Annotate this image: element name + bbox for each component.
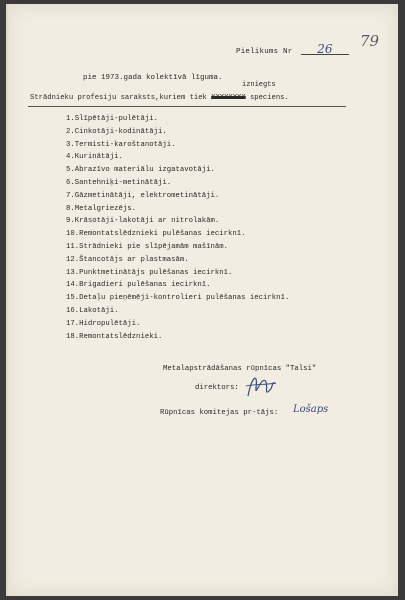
struck-word: XXXXXXXX	[211, 94, 246, 102]
document-page	[6, 4, 398, 596]
list-item: 7.Gāzmetinātāji, elektrometinātāji.	[66, 191, 220, 200]
list-item: 3.Termisti-karoštanotāji.	[66, 140, 176, 149]
intro-line-2-before: Strādnieku profesiju saraksts,kuriem tiek	[30, 94, 212, 102]
list-item: 17.Hidropulētāji.	[66, 319, 141, 328]
director-label: direktors:	[195, 384, 239, 392]
intro-underline	[28, 106, 346, 107]
director-signature	[242, 368, 278, 404]
list-item: 1.Slīpētāji-pulētāji.	[66, 115, 158, 123]
list-item: 4.Kurinātāji.	[66, 153, 123, 162]
list-item: 8.Metalgriezējs.	[66, 204, 137, 213]
list-item: 12.Štancotājs ar plastmasām.	[66, 255, 189, 264]
appendix-number: 26	[301, 44, 349, 55]
list-item: 15.Detaļu pieņēmēji-kontrolieri pulēšanas iecirknī.	[66, 294, 290, 303]
list-item: 18.Remontatslēdznieki.	[66, 332, 163, 341]
list-item: 10.Remontatslēdznieki pulēšanas iecirknī.	[66, 230, 246, 239]
inserted-word: izniegts	[242, 81, 276, 89]
list-item: 2.Cinkotāji-kodinātāji.	[66, 127, 167, 136]
list-item: 9.Krāsotāji-lakotāji ar nitrolakām.	[66, 217, 220, 226]
intro-line-2-after: speciens.	[245, 94, 289, 102]
intro-line-1: pie 1973.gada kolektīvā līguma.	[83, 74, 223, 82]
list-item: 6.Santehniķi-metinātāji.	[66, 178, 172, 187]
committee-label: Rūpnīcas komitejas pr-tājs:	[160, 409, 279, 417]
list-item: 13.Punktmetinātājs pulēšanas iecirknī.	[66, 268, 233, 277]
appendix-label: Pielikums Nr	[236, 48, 293, 56]
handwritten-page-number: 79	[360, 32, 380, 50]
organization-line: Metalapstrādāšanas rūpnīcas "Talsi"	[163, 365, 317, 373]
list-item: 16.Lakotāji.	[66, 306, 119, 315]
intro-line-2	[30, 94, 289, 102]
page-edge	[6, 4, 10, 596]
list-item: 11.Strādnieki pie slīpējamām mašīnām.	[66, 242, 229, 251]
list-item: 14.Brigadieri pulēšanas iecirknī.	[66, 281, 211, 290]
profession-list	[66, 113, 289, 343]
list-item: 5.Abrazīvo materiālu izgatavotāji.	[66, 166, 215, 175]
appendix-line	[236, 44, 349, 56]
committee-signature: Lošaps	[293, 404, 329, 415]
